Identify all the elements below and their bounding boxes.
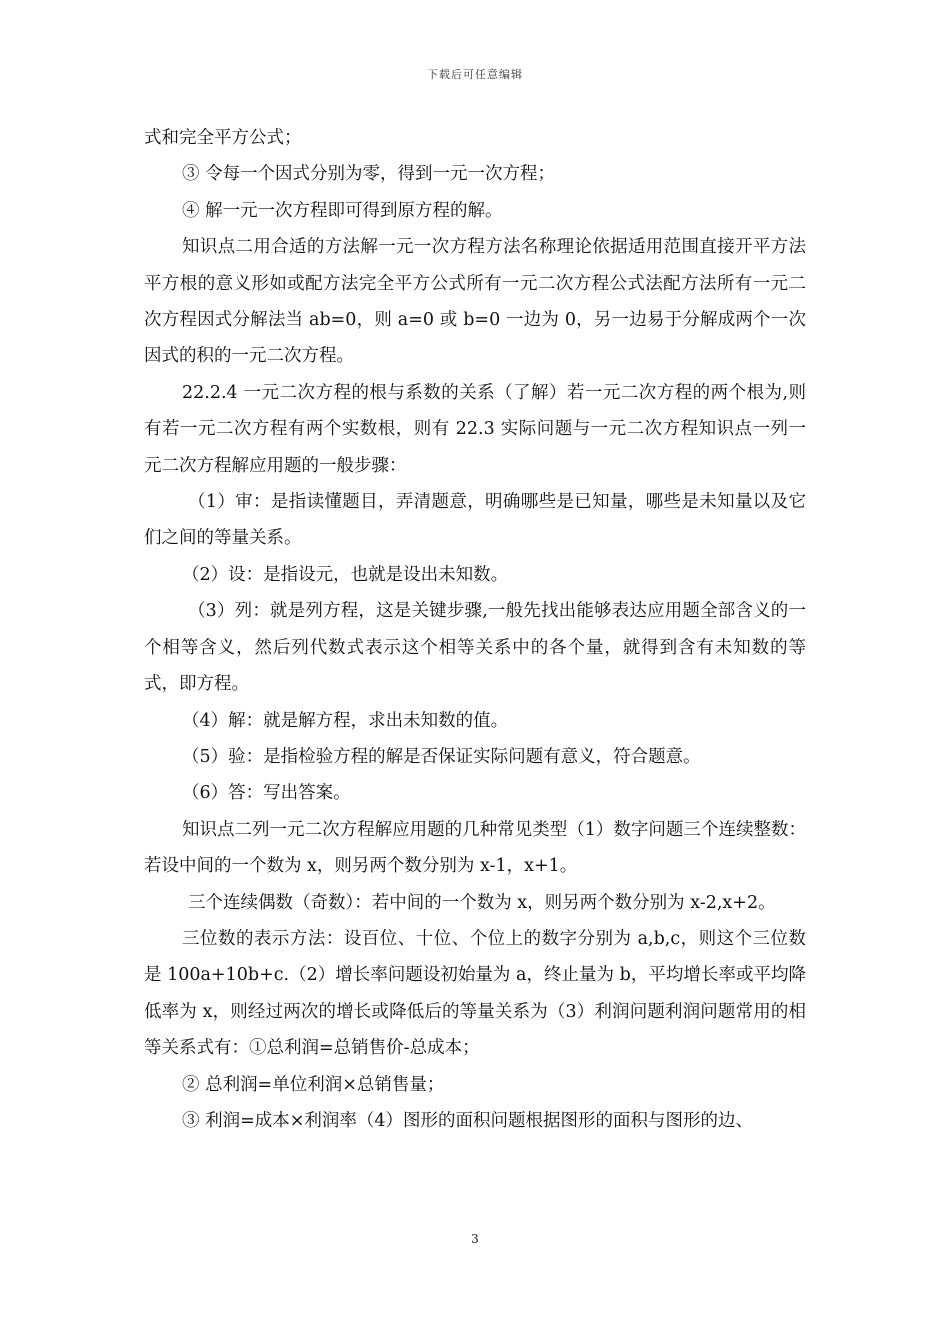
- paragraph-step-list: （3）列：就是列方程，这是关键步骤,一般先找出能够表达应用题全部含义的一个相等含义，然后列代数式表示这个相等关系中的各个量，就得到含有未知数的等式，即方程。: [144, 601, 806, 695]
- paragraph-formula-continuation: 式和完全平方公式；: [144, 128, 302, 148]
- paragraph-step-3: ③ 令每一个因式分别为零，得到一元一次方程；: [182, 164, 556, 185]
- paragraph-even-odd: 三个连续偶数（奇数）：若中间的一个数为 x，则另两个数分别为 x-2,x+2。: [188, 892, 776, 913]
- paragraph-common-types: 知识点二列一元二次方程解应用题的几种常见类型（1）数字问题三个连续整数：若设中间的一个数为 x，则另两个数分别为 x-1，x+1。: [144, 819, 806, 877]
- paragraph-step-answer: （6）答：写出答案。: [182, 783, 351, 804]
- paragraph-step-4: ④ 解一元一次方程即可得到原方程的解。: [182, 200, 503, 221]
- paragraph-knowledge-point-methods: 知识点二用合适的方法解一元一次方程方法名称理论依据适用范围直接开平方法平方根的意义形如或配方法完全平方公式所有一元二次方程公式法配方法所有一元二次方程因式分解法当 ab=0，则 a=0 或 b=0 一边为 0，另一边易于分解成两个一次因式的积的一元二次方程。: [144, 237, 806, 367]
- paragraph-three-digit-growth-profit: 三位数的表示方法：设百位、十位、个位上的数字分别为 a,b,c，则这个三位数是 100a+10b+c.（2）增长率问题设初始量为 a，终止量为 b，平均增长率或平均降低率为 x，则经过两次的增长或降低后的等量关系为（3）利润问题利润问题常用的相等关系式有：①总利润=总销售价-总成本；: [144, 928, 806, 1059]
- paragraph-step-solve: （4）解：就是解方程，求出未知数的值。: [182, 710, 509, 731]
- paragraph-profit-formula-2: ② 总利润=单位利润×总销售量；: [182, 1074, 445, 1095]
- page-header: 下载后可任意编辑: [427, 68, 523, 81]
- paragraph-step-examine: （1）审：是指读懂题目，弄清题意，明确哪些是已知量，哪些是未知量以及它们之间的等量关系。: [144, 492, 806, 549]
- paragraph-profit-formula-3: ③ 利润=成本×利润率（4）图形的面积问题根据图形的面积与图形的边、: [182, 1110, 754, 1131]
- paragraph-step-verify: （5）验：是指检验方程的解是否保证实际问题有意义，符合题意。: [182, 746, 701, 767]
- paragraph-step-set: （2）设：是指设元，也就是设出未知数。: [182, 564, 509, 585]
- paragraph-roots-coefficients: 22.2.4 一元二次方程的根与系数的关系（了解）若一元二次方程的两个根为,则有若一元二次方程有两个实数根，则有 22.3 实际问题与一元二次方程知识点一列一元二次方程解应用题的一般步骤：: [144, 382, 806, 476]
- document-body: [144, 120, 806, 1139]
- page-number: 3: [471, 1232, 479, 1246]
